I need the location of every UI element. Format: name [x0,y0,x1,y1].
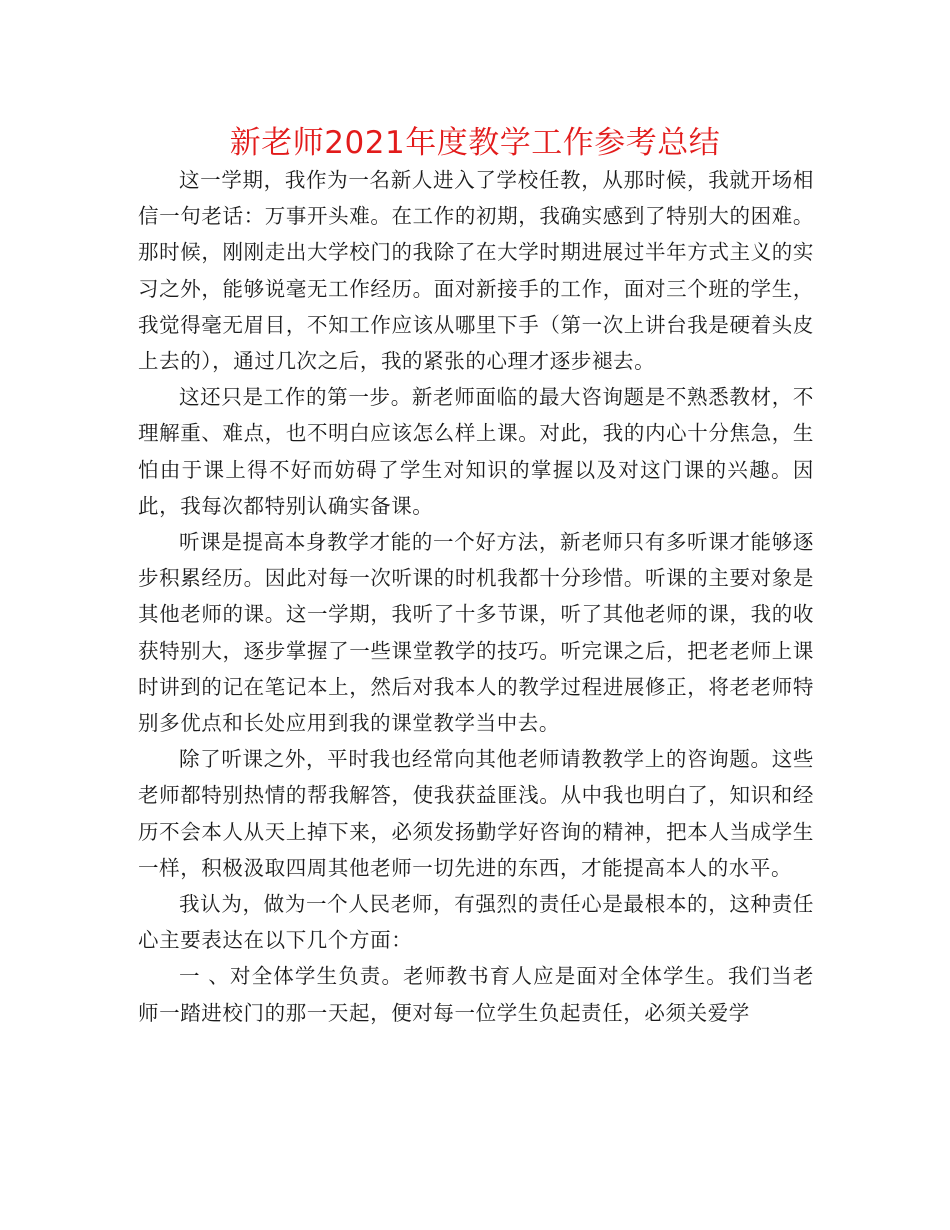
paragraph: 我认为，做为一个人民老师，有强烈的责任心是最根本的，这种责任心主要表达在以下几个方面： [138,892,814,953]
paragraph: 一 、对全体学生负责。老师教书育人应是面对全体学生。我们当老师一踏进校门的那一天起，便对每一位学生负起责任，必须关爱学 [138,964,814,1025]
document-body [138,162,814,1031]
paragraph: 除了听课之外，平时我也经常向其他老师请教教学上的咨询题。这些老师都特别热情的帮我解答，使我获益匪浅。从中我也明白了，知识和经历不会本人从天上掉下来，必须发扬勤学好咨询的精神，把本人当成学生一样，积极汲取四周其他老师一切先进的东西，才能提高本人的水平。 [138,747,814,880]
paragraph: 这还只是工作的第一步。新老师面临的最大咨询题是不熟悉教材，不理解重、难点，也不明白应该怎么样上课。对此，我的内心十分焦急，生怕由于课上得不好而妨碍了学生对知识的掌握以及对这门课的兴趣。因此，我每次都特别认确实备课。 [138,385,814,518]
paragraph: 这一学期，我作为一名新人进入了学校任教，从那时候，我就开场相信一句老话：万事开头难。在工作的初期，我确实感到了特别大的困难。那时候，刚刚走出大学校门的我除了在大学时期进展过半年方式主义的实习之外，能够说毫无工作经历。面对新接手的工作，面对三个班的学生，我觉得毫无眉目，不知工作应该从哪里下手（第一次上讲台我是硬着头皮上去的），通过几次之后，我的紧张的心理才逐步褪去。 [138,168,814,374]
document-title: 新老师2021年度教学工作参考总结 [229,125,721,161]
paragraph: 听课是提高本身教学才能的一个好方法，新老师只有多听课才能够逐步积累经历。因此对每一次听课的时机我都十分珍惜。听课的主要对象是其他老师的课。这一学期，我听了十多节课，听了其他老师的课，我的收获特别大，逐步掌握了一些课堂教学的技巧。听完课之后，把老老师上课时讲到的记在笔记本上，然后对我本人的教学过程进展修正，将老老师特别多优点和长处应用到我的课堂教学当中去。 [138,530,814,736]
